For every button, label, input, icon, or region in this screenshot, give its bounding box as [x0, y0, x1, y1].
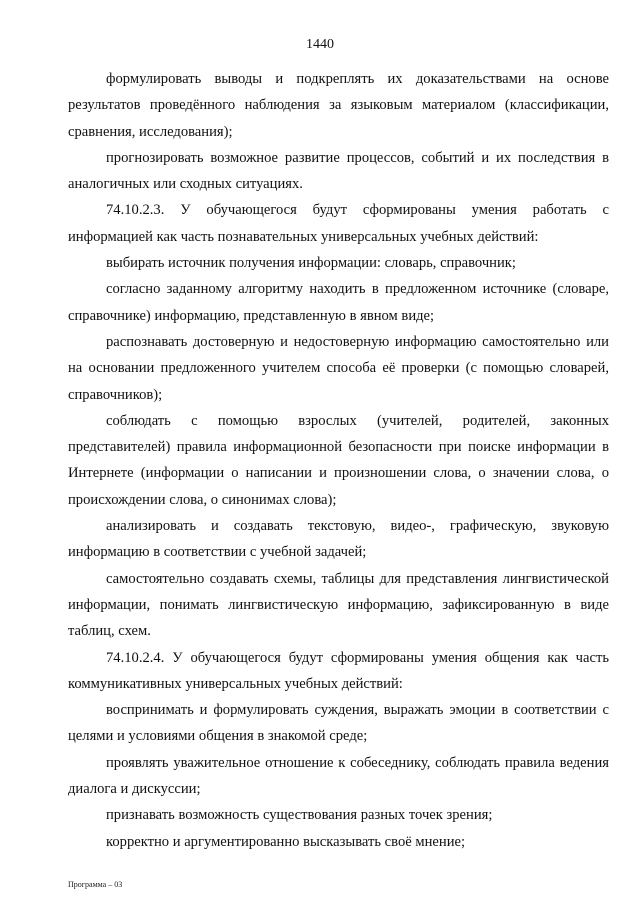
footer-program-label: Программа – 03	[68, 880, 123, 889]
paragraph-10: 74.10.2.4. У обучающегося будут сформированы умения общения как часть коммуникативных универсальных учебных действий:	[68, 649, 609, 692]
body-text	[68, 66, 609, 855]
paragraph-4: выбирать источник получения информации: словарь, справочник;	[106, 255, 516, 272]
paragraph-11: воспринимать и формулировать суждения, выражать эмоции в соответствии с целями и условиями общения в знакомой среде;	[68, 702, 609, 745]
paragraph-7: соблюдать с помощью взрослых (учителей, родителей, законных представителей) правила информационной безопасности при поиске информации в Интернете (информации о написании и произношении слова, о значении слова, о происхождении слова, о синонимах слова);	[68, 412, 609, 508]
paragraph-9: самостоятельно создавать схемы, таблицы для представления лингвистической информации, понимать лингвистическую информацию, зафиксированную в виде таблиц, схем.	[68, 570, 609, 640]
paragraph-8: анализировать и создавать текстовую, видео-, графическую, звуковую информацию в соответствии с учебной задачей;	[68, 518, 609, 561]
paragraph-12: проявлять уважительное отношение к собеседнику, соблюдать правила ведения диалога и дискуссии;	[68, 754, 609, 798]
paragraph-14: корректно и аргументированно высказывать своё мнение;	[106, 833, 466, 850]
paragraph-13: признавать возможность существования разных точек зрения;	[106, 807, 493, 824]
paragraph-6: распознавать достоверную и недостоверную информацию самостоятельно или на основании предложенного учителем способа её проверки (с помощью словарей, справочников);	[68, 333, 609, 403]
paragraph-5: согласно заданному алгоритму находить в предложенном источнике (словаре, справочнике) информацию, представленную в явном виде;	[68, 281, 609, 324]
paragraph-1: формулировать выводы и подкреплять их доказательствами на основе результатов проведённого наблюдения за языковым материалом (классификации, сравнения, исследования);	[68, 71, 609, 140]
paragraph-3: 74.10.2.3. У обучающегося будут сформированы умения работать с информацией как часть познавательных универсальных учебных действий:	[68, 202, 609, 245]
paragraph-2: прогнозировать возможное развитие процессов, событий и их последствия в аналогичных или сходных ситуациях.	[68, 149, 609, 193]
page-number: 1440	[306, 37, 334, 52]
